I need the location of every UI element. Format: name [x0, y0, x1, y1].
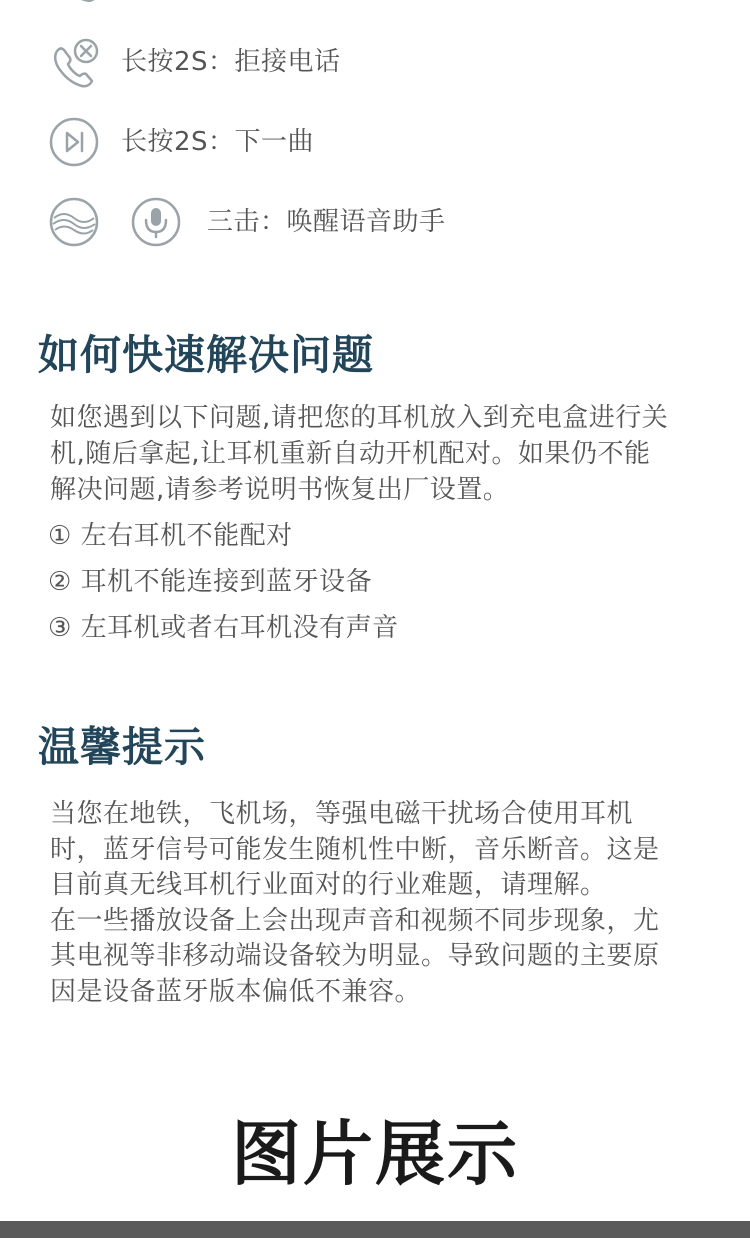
tips-line: 其电视等非移动端设备较为明显。导致问题的主要原	[50, 941, 660, 971]
bottom-image-edge	[0, 1221, 750, 1238]
touch-area-icon	[48, 196, 100, 248]
control-voice-assistant-text: 三击：唤醒语音助手	[207, 207, 446, 237]
troubleshoot-intro-line: 如您遇到以下问题,请把您的耳机放入到充电盒进行关	[50, 403, 669, 433]
gallery-title: 图片展示	[231, 1113, 519, 1195]
tips-line: 当您在地铁，飞机场，等强电磁干扰场合使用耳机	[50, 799, 634, 829]
troubleshoot-item: ① 左右耳机不能配对	[48, 521, 293, 551]
tips-line: 目前真无线耳机行业面对的行业难题，请理解。	[50, 870, 607, 900]
partial-top-icon	[52, 0, 100, 6]
troubleshoot-title: 如何快速解决问题	[38, 331, 374, 379]
tips-line: 在一些播放设备上会出现声音和视频不同步现象，尤	[50, 905, 660, 936]
troubleshoot-intro	[50, 400, 710, 508]
control-reject-call-text: 长按2S：拒接电话	[121, 47, 341, 77]
phone-reject-icon	[48, 38, 100, 90]
tips-body	[50, 797, 710, 1010]
microphone-icon	[130, 196, 182, 248]
troubleshoot-item: ② 耳机不能连接到蓝牙设备	[48, 567, 373, 597]
control-next-track-text: 长按2S：下一曲	[121, 127, 315, 157]
troubleshoot-intro-line: 解决问题,请参考说明书恢复出厂设置。	[50, 475, 510, 505]
tips-title: 温馨提示	[38, 723, 206, 771]
next-track-icon	[48, 116, 100, 168]
troubleshoot-item: ③ 左耳机或者右耳机没有声音	[48, 613, 399, 643]
tips-line: 时，蓝牙信号可能发生随机性中断，音乐断音。这是	[50, 834, 660, 865]
troubleshoot-intro-line: 机,随后拿起,让耳机重新自动开机配对。如果仍不能	[50, 439, 651, 469]
tips-line: 因是设备蓝牙版本偏低不兼容。	[50, 976, 422, 1007]
